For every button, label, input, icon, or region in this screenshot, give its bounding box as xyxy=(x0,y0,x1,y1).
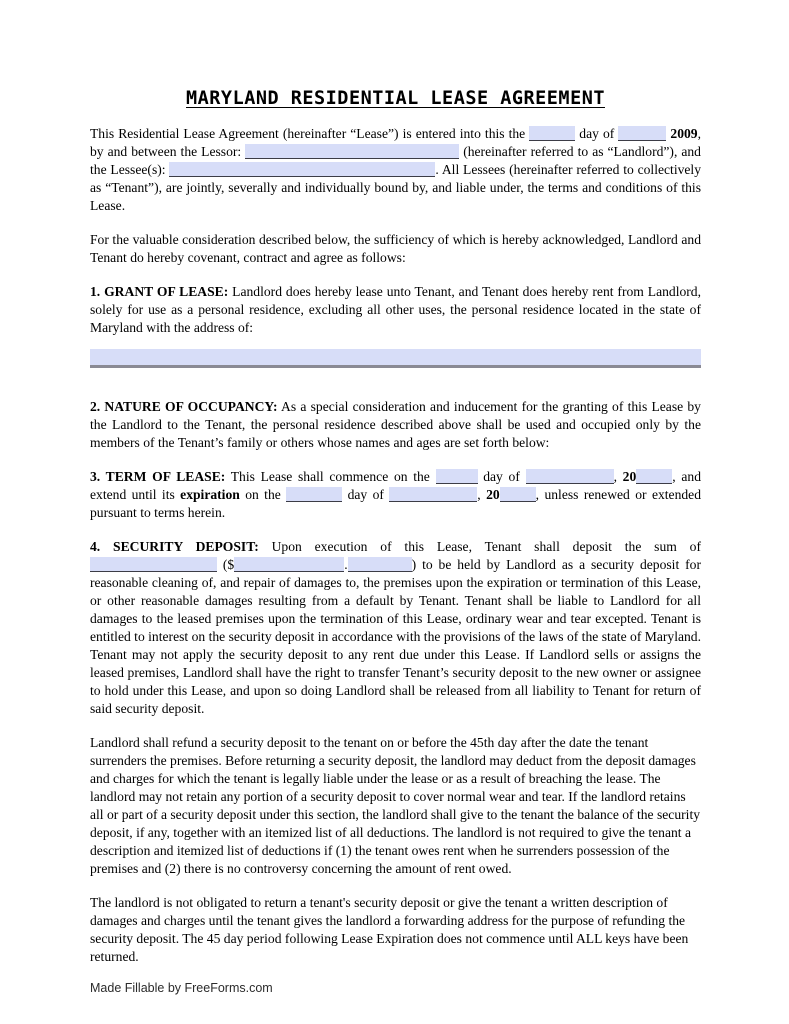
expiration-day-field[interactable] xyxy=(286,487,342,502)
section-1-grant-of-lease xyxy=(90,283,701,337)
text-run: ($ xyxy=(217,557,235,572)
footer-credit: Made Fillable by FreeForms.com xyxy=(90,981,273,995)
execution-month-field[interactable] xyxy=(618,126,666,141)
lessee-names-field[interactable] xyxy=(169,162,435,177)
text-run: day of xyxy=(477,469,526,484)
lessor-name-field[interactable] xyxy=(245,144,459,159)
commencement-month-field[interactable] xyxy=(526,469,614,484)
text-run: Upon execution of this Lease, Tenant shall deposit the sum of xyxy=(258,539,701,554)
execution-day-field[interactable] xyxy=(529,126,575,141)
forwarding-address-paragraph xyxy=(90,894,701,966)
property-address-field[interactable] xyxy=(90,349,701,368)
commencement-year-field[interactable] xyxy=(636,469,672,484)
section-2-nature-of-occupancy xyxy=(90,398,701,452)
text-run: This Lease shall commence on the xyxy=(225,469,436,484)
text-run: (hereinafter referred to as “Landlord”), and the Lessee(s): xyxy=(90,144,701,177)
deposit-dollars-field[interactable] xyxy=(234,557,344,572)
commencement-day-field[interactable] xyxy=(436,469,478,484)
text-run: ) to be held by Landlord as a security deposit for reasonable cleaning of, and repair of damages to, the premises upon the expiration or termination of this Lease, or other reasonable damages resulting from a default by Tenant. Tenant shall be liable to Landlord for all damages to the leased premises upon the termination of this Lease, ordinary wear and tear excepted. Tenant is entitled to interest on the security deposit in accordance with the provisions of the laws of the state of Maryland. Tenant may not apply the security deposit to any rent due under this Lease. If Landlord sells or assigns the leased premises, Landlord shall have the right to transfer Tenant’s security deposit to the new owner or assignee to hold under this Lease, and upon so doing Landlord shall be released from all liability to Tenant for return of said security deposit. xyxy=(90,557,701,716)
bold-text-run: 2. NATURE OF OCCUPANCY: xyxy=(90,399,278,414)
text-run: The landlord is not obligated to return a tenant's security deposit or give the tenant a written description of damages and charges until the tenant gives the landlord a forwarding address for the purpose of refunding the security deposit. The 45 day period following Lease Expiration does not commence until ALL keys have been returned. xyxy=(90,895,689,964)
bold-text-run: 20 xyxy=(486,487,500,502)
document-title: MARYLAND RESIDENTIAL LEASE AGREEMENT xyxy=(186,88,605,109)
text-run: day of xyxy=(575,126,619,141)
consideration-paragraph xyxy=(90,231,701,267)
bold-text-run: expiration xyxy=(180,487,240,502)
text-run: As a special consideration and inducement for the granting of this Lease by the Landlord to the Tenant, the personal residence described above shall be used and occupied only by the members of the Tenant’s family or others whose names and ages are set forth below: xyxy=(90,399,701,450)
intro-paragraph xyxy=(90,125,701,215)
text-run: , and extend until its xyxy=(90,469,701,502)
expiration-year-field[interactable] xyxy=(500,487,536,502)
bold-text-run: 3. TERM OF LEASE: xyxy=(90,469,226,484)
text-run: , by and between the Lessor: xyxy=(90,126,701,159)
bold-text-run: 2009 xyxy=(670,126,698,141)
text-run: on the xyxy=(239,487,287,502)
section-4-security-deposit xyxy=(90,538,701,718)
text-run: . xyxy=(344,557,348,572)
text-run: This Residential Lease Agreement (hereinafter “Lease”) is entered into this the xyxy=(90,126,530,141)
section-3-term-of-lease xyxy=(90,468,701,522)
text-run: day of xyxy=(342,487,390,502)
deposit-amount-words-field[interactable] xyxy=(90,557,217,572)
document-body xyxy=(90,88,701,966)
bold-text-run: 4. SECURITY DEPOSIT: xyxy=(90,539,259,554)
text-run: Landlord does hereby lease unto Tenant, and Tenant does hereby rent from Landlord, solely for use as a personal residence, excluding all other uses, the personal residence located in the state of Maryland with the address of: xyxy=(90,284,701,335)
bold-text-run: 20 xyxy=(622,469,637,484)
text-run: , xyxy=(477,487,487,502)
text-run: . All Lessees (hereinafter referred to collectively as “Tenant”), are jointly, severally and individually bound by, and liable under, the terms and conditions of this Lease. xyxy=(90,162,702,213)
text-run: For the valuable consideration described below, the sufficiency of which is hereby acknowledged, Landlord and Tenant do hereby covenant, contract and agree as follows: xyxy=(90,232,701,265)
expiration-month-field[interactable] xyxy=(389,487,477,502)
text-run: Landlord shall refund a security deposit to the tenant on or before the 45th day after the date the tenant surrenders the premises. Before returning a security deposit, the landlord may deduct from the deposit damages and charges for which the tenant is legally liable under the lease or as a result of breaching the lease. The landlord may not retain any portion of a security deposit to cover normal wear and tear. If the landlord retains all or part of a security deposit under this section, the landlord shall give to the tenant the balance of the security deposit, if any, together with an itemized list of all deductions. The landlord is not required to give the tenant a description and itemized list of deductions if (1) the tenant owes rent when he surrenders possession of the premises and (2) there is no controversy concerning the amount of rent owed. xyxy=(90,735,701,876)
deposit-cents-field[interactable] xyxy=(348,557,412,572)
text-run: , unless renewed or extended pursuant to terms herein. xyxy=(90,487,702,520)
text-run: , xyxy=(613,469,623,484)
deposit-refund-paragraph xyxy=(90,734,701,878)
bold-text-run: 1. GRANT OF LEASE: xyxy=(90,284,229,299)
